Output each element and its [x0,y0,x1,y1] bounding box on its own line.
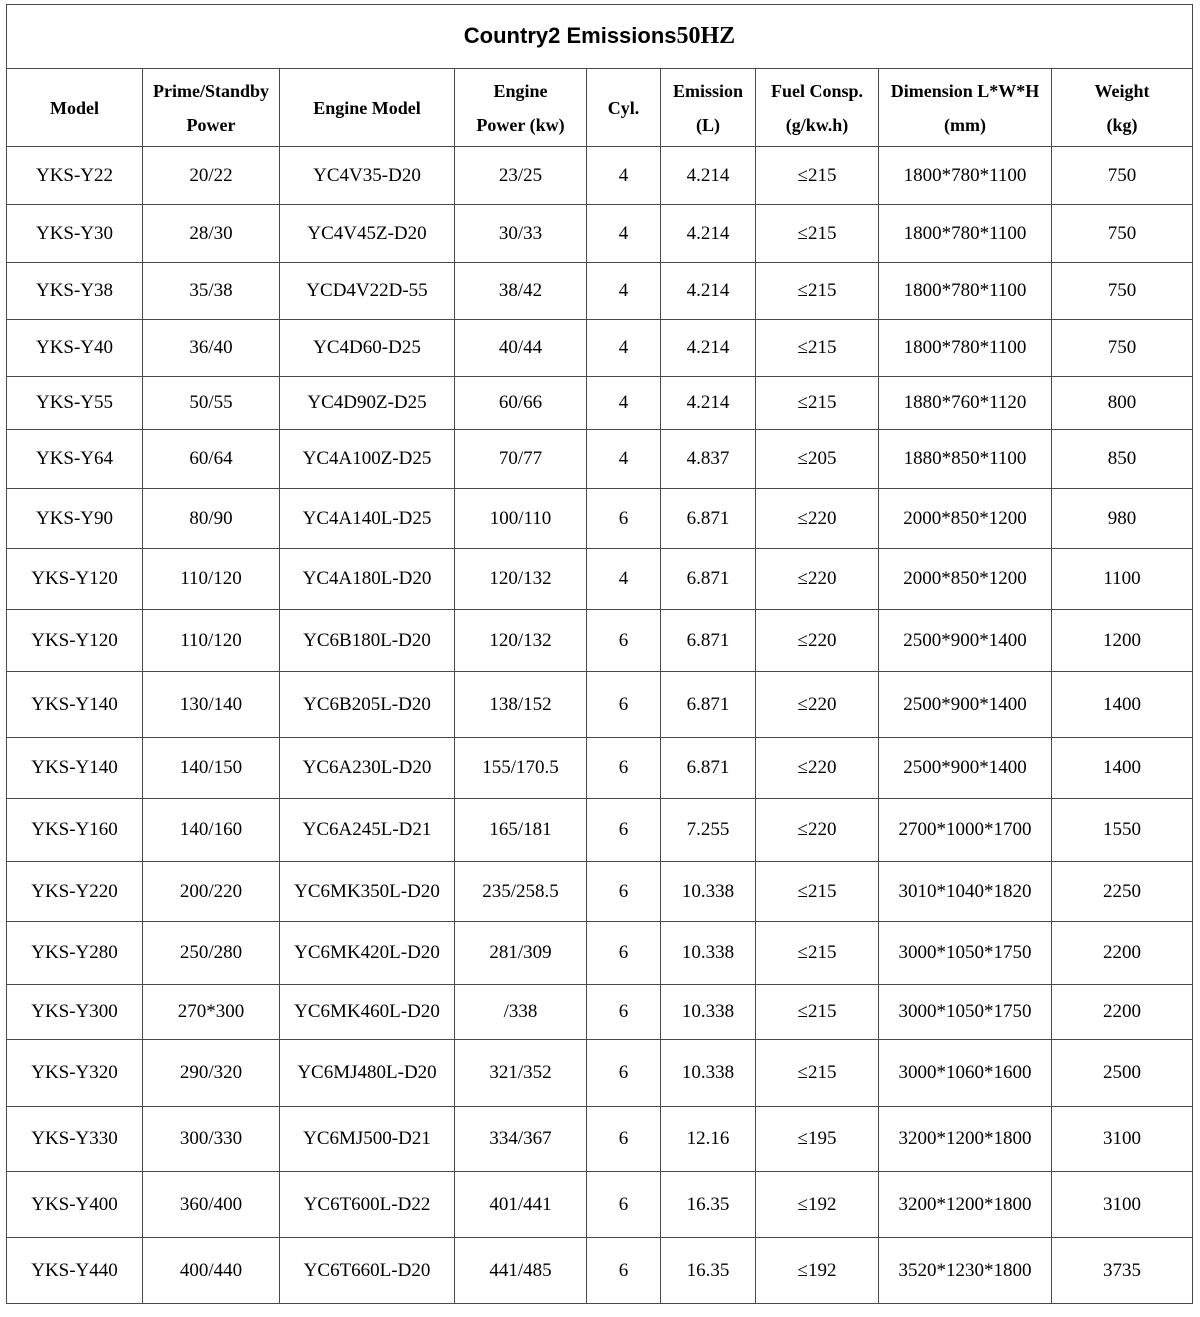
emission-cell: 4.214 [661,263,756,320]
engine-model-cell: YC4A180L-D20 [280,549,455,610]
weight-cell: 1550 [1052,799,1193,862]
header-model: Model [7,69,143,147]
engine-power-cell: 120/132 [455,549,587,610]
table-row [7,1107,1193,1172]
fuel-consumption-cell: ≤215 [756,1040,879,1107]
emission-cell: 4.214 [661,147,756,205]
power-cell: 200/220 [143,862,280,922]
title-row [7,5,1193,69]
model-cell: YKS-Y120 [7,549,143,610]
header-row [7,69,1193,147]
engine-power-cell: 401/441 [455,1172,587,1238]
emission-cell: 7.255 [661,799,756,862]
engine-power-cell: 321/352 [455,1040,587,1107]
dimension-cell: 3010*1040*1820 [879,862,1052,922]
emission-cell: 6.871 [661,738,756,799]
engine-model-cell: YC6B180L-D20 [280,610,455,672]
dimension-cell: 2500*900*1400 [879,610,1052,672]
cylinders-cell: 6 [587,922,661,985]
power-cell: 130/140 [143,672,280,738]
weight-cell: 800 [1052,377,1193,430]
fuel-consumption-cell: ≤192 [756,1238,879,1304]
dimension-cell: 2500*900*1400 [879,672,1052,738]
engine-model-cell: YC6MJ480L-D20 [280,1040,455,1107]
fuel-consumption-cell: ≤220 [756,738,879,799]
generator-spec-table [6,4,1193,1304]
dimension-cell: 1880*850*1100 [879,430,1052,489]
emission-cell: 12.16 [661,1107,756,1172]
cylinders-cell: 4 [587,205,661,263]
model-cell: YKS-Y40 [7,320,143,377]
cylinders-cell: 4 [587,263,661,320]
weight-cell: 2200 [1052,922,1193,985]
table-row [7,862,1193,922]
engine-power-cell: 23/25 [455,147,587,205]
dimension-cell: 1800*780*1100 [879,320,1052,377]
dimension-cell: 1800*780*1100 [879,205,1052,263]
weight-cell: 1400 [1052,672,1193,738]
engine-model-cell: YC4V45Z-D20 [280,205,455,263]
engine-model-cell: YC6MK460L-D20 [280,985,455,1040]
engine-power-cell: 155/170.5 [455,738,587,799]
cylinders-cell: 6 [587,738,661,799]
fuel-consumption-cell: ≤215 [756,377,879,430]
emission-cell: 4.214 [661,205,756,263]
model-cell: YKS-Y22 [7,147,143,205]
table-row [7,738,1193,799]
engine-power-cell: 441/485 [455,1238,587,1304]
fuel-consumption-cell: ≤220 [756,549,879,610]
emission-cell: 10.338 [661,922,756,985]
header-engine-power: Engine Power (kw) [455,69,587,147]
weight-cell: 1400 [1052,738,1193,799]
engine-model-cell: YC6A230L-D20 [280,738,455,799]
emission-cell: 4.214 [661,377,756,430]
table-body [7,147,1193,1304]
model-cell: YKS-Y30 [7,205,143,263]
engine-model-cell: YC6MK420L-D20 [280,922,455,985]
table-row [7,672,1193,738]
dimension-cell: 2700*1000*1700 [879,799,1052,862]
table-row [7,1238,1193,1304]
engine-power-cell: 70/77 [455,430,587,489]
emission-cell: 10.338 [661,862,756,922]
power-cell: 140/160 [143,799,280,862]
dimension-cell: 2000*850*1200 [879,489,1052,549]
weight-cell: 3100 [1052,1172,1193,1238]
engine-model-cell: YC4D90Z-D25 [280,377,455,430]
emission-cell: 6.871 [661,672,756,738]
cylinders-cell: 4 [587,147,661,205]
fuel-consumption-cell: ≤192 [756,1172,879,1238]
power-cell: 36/40 [143,320,280,377]
emission-cell: 4.837 [661,430,756,489]
cylinders-cell: 4 [587,320,661,377]
model-cell: YKS-Y280 [7,922,143,985]
model-cell: YKS-Y55 [7,377,143,430]
table-row [7,320,1193,377]
model-cell: YKS-Y140 [7,672,143,738]
weight-cell: 850 [1052,430,1193,489]
cylinders-cell: 6 [587,1040,661,1107]
fuel-consumption-cell: ≤195 [756,1107,879,1172]
table-row [7,147,1193,205]
engine-power-cell: 235/258.5 [455,862,587,922]
emission-cell: 6.871 [661,610,756,672]
spec-table-frame [6,4,1192,1309]
table-row [7,430,1193,489]
power-cell: 20/22 [143,147,280,205]
model-cell: YKS-Y64 [7,430,143,489]
engine-model-cell: YC6T600L-D22 [280,1172,455,1238]
power-cell: 360/400 [143,1172,280,1238]
power-cell: 50/55 [143,377,280,430]
weight-cell: 1100 [1052,549,1193,610]
emission-cell: 10.338 [661,985,756,1040]
emission-cell: 16.35 [661,1172,756,1238]
header-cylinders: Cyl. [587,69,661,147]
power-cell: 110/120 [143,549,280,610]
cylinders-cell: 6 [587,799,661,862]
dimension-cell: 1800*780*1100 [879,147,1052,205]
model-cell: YKS-Y90 [7,489,143,549]
weight-cell: 1200 [1052,610,1193,672]
table-row [7,1040,1193,1107]
engine-model-cell: YC6MK350L-D20 [280,862,455,922]
power-cell: 80/90 [143,489,280,549]
power-cell: 60/64 [143,430,280,489]
weight-cell: 3100 [1052,1107,1193,1172]
weight-cell: 3735 [1052,1238,1193,1304]
engine-power-cell: 60/66 [455,377,587,430]
fuel-consumption-cell: ≤215 [756,320,879,377]
cylinders-cell: 6 [587,1172,661,1238]
dimension-cell: 3000*1060*1600 [879,1040,1052,1107]
dimension-cell: 3520*1230*1800 [879,1238,1052,1304]
engine-model-cell: YC4A100Z-D25 [280,430,455,489]
power-cell: 35/38 [143,263,280,320]
engine-power-cell: 100/110 [455,489,587,549]
table-row [7,205,1193,263]
table-row [7,1172,1193,1238]
weight-cell: 980 [1052,489,1193,549]
engine-power-cell: 120/132 [455,610,587,672]
dimension-cell: 2500*900*1400 [879,738,1052,799]
fuel-consumption-cell: ≤220 [756,610,879,672]
weight-cell: 750 [1052,263,1193,320]
cylinders-cell: 6 [587,672,661,738]
table-row [7,263,1193,320]
model-cell: YKS-Y120 [7,610,143,672]
table-row [7,985,1193,1040]
emission-cell: 6.871 [661,489,756,549]
dimension-cell: 1800*780*1100 [879,263,1052,320]
table-row [7,489,1193,549]
table-row [7,922,1193,985]
model-cell: YKS-Y400 [7,1172,143,1238]
table-row [7,799,1193,862]
dimension-cell: 3200*1200*1800 [879,1107,1052,1172]
table-title-frequency: 50HZ [676,23,736,49]
power-cell: 270*300 [143,985,280,1040]
model-cell: YKS-Y440 [7,1238,143,1304]
engine-model-cell: YC6A245L-D21 [280,799,455,862]
cylinders-cell: 4 [587,377,661,430]
fuel-consumption-cell: ≤215 [756,985,879,1040]
engine-power-cell: 138/152 [455,672,587,738]
power-cell: 250/280 [143,922,280,985]
fuel-consumption-cell: ≤215 [756,147,879,205]
model-cell: YKS-Y220 [7,862,143,922]
dimension-cell: 2000*850*1200 [879,549,1052,610]
engine-model-cell: YC6T660L-D20 [280,1238,455,1304]
cylinders-cell: 4 [587,430,661,489]
weight-cell: 750 [1052,147,1193,205]
engine-power-cell: 40/44 [455,320,587,377]
engine-model-cell: YC6B205L-D20 [280,672,455,738]
power-cell: 28/30 [143,205,280,263]
dimension-cell: 1880*760*1120 [879,377,1052,430]
header-fuel-consumption: Fuel Consp. (g/kw.h) [756,69,879,147]
cylinders-cell: 6 [587,610,661,672]
engine-model-cell: YC4V35-D20 [280,147,455,205]
header-weight: Weight (kg) [1052,69,1193,147]
cylinders-cell: 6 [587,1107,661,1172]
weight-cell: 750 [1052,320,1193,377]
weight-cell: 750 [1052,205,1193,263]
header-prime-standby-power: Prime/Standby Power [143,69,280,147]
model-cell: YKS-Y300 [7,985,143,1040]
emission-cell: 16.35 [661,1238,756,1304]
cylinders-cell: 6 [587,985,661,1040]
fuel-consumption-cell: ≤215 [756,862,879,922]
header-engine-model: Engine Model [280,69,455,147]
emission-cell: 6.871 [661,549,756,610]
engine-model-cell: YC4D60-D25 [280,320,455,377]
cylinders-cell: 4 [587,549,661,610]
dimension-cell: 3000*1050*1750 [879,985,1052,1040]
cylinders-cell: 6 [587,862,661,922]
engine-power-cell: 165/181 [455,799,587,862]
header-emission: Emission (L) [661,69,756,147]
engine-power-cell: 281/309 [455,922,587,985]
fuel-consumption-cell: ≤215 [756,922,879,985]
emission-cell: 4.214 [661,320,756,377]
model-cell: YKS-Y38 [7,263,143,320]
fuel-consumption-cell: ≤205 [756,430,879,489]
table-row [7,610,1193,672]
power-cell: 300/330 [143,1107,280,1172]
engine-model-cell: YC6MJ500-D21 [280,1107,455,1172]
dimension-cell: 3000*1050*1750 [879,922,1052,985]
header-dimension: Dimension L*W*H (mm) [879,69,1052,147]
power-cell: 140/150 [143,738,280,799]
engine-model-cell: YC4A140L-D25 [280,489,455,549]
table-title [7,5,1193,69]
table-title-main: Country2 Emissions [463,23,677,48]
fuel-consumption-cell: ≤220 [756,672,879,738]
power-cell: 290/320 [143,1040,280,1107]
engine-model-cell: YCD4V22D-55 [280,263,455,320]
fuel-consumption-cell: ≤215 [756,205,879,263]
engine-power-cell: 38/42 [455,263,587,320]
cylinders-cell: 6 [587,1238,661,1304]
cylinders-cell: 6 [587,489,661,549]
model-cell: YKS-Y330 [7,1107,143,1172]
weight-cell: 2500 [1052,1040,1193,1107]
weight-cell: 2200 [1052,985,1193,1040]
dimension-cell: 3200*1200*1800 [879,1172,1052,1238]
fuel-consumption-cell: ≤220 [756,489,879,549]
engine-power-cell: 30/33 [455,205,587,263]
table-row [7,377,1193,430]
emission-cell: 10.338 [661,1040,756,1107]
model-cell: YKS-Y160 [7,799,143,862]
fuel-consumption-cell: ≤220 [756,799,879,862]
engine-power-cell: /338 [455,985,587,1040]
fuel-consumption-cell: ≤215 [756,263,879,320]
power-cell: 110/120 [143,610,280,672]
weight-cell: 2250 [1052,862,1193,922]
engine-power-cell: 334/367 [455,1107,587,1172]
model-cell: YKS-Y320 [7,1040,143,1107]
table-row [7,549,1193,610]
power-cell: 400/440 [143,1238,280,1304]
model-cell: YKS-Y140 [7,738,143,799]
